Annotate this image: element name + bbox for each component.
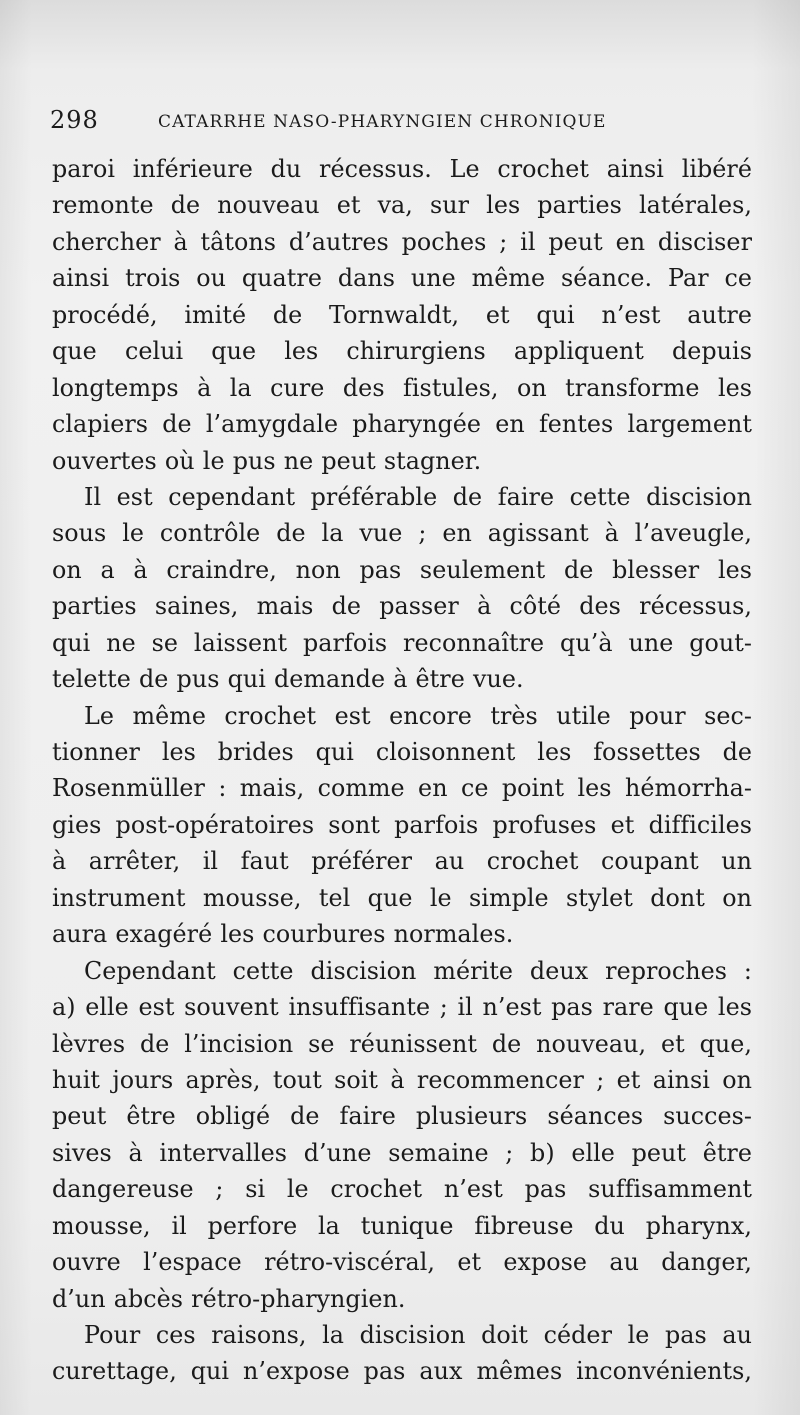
text-line: curettage, qui n’expose pas aux mêmes inconvénients, [52,1357,752,1386]
text-line: Il est cependant préférable de faire cette discision [84,482,752,511]
text-line: Rosenmüller : mais, comme en ce point les hémorrha- [52,774,752,803]
running-head [50,106,752,140]
text-line: sous le contrôle de la vue ; en agissant à l’aveugle, [52,519,752,548]
text-line: a) elle est souvent insuffisante ; il n’est pas rare que les [52,993,752,1022]
text-line: peut être obligé de faire plusieurs séances succes- [52,1102,752,1131]
text-line: qui ne se laissent parfois reconnaître qu’à une gout- [52,628,752,657]
text-line: paroi inférieure du récessus. Le crochet ainsi libéré [52,155,752,183]
text-line: aura exagéré les courbures normales. [52,920,514,949]
text-line: ouvre l’espace rétro-viscéral, et expose au danger, [52,1248,752,1277]
text-line: chercher à tâtons d’autres poches ; il peut en disciser [52,227,752,256]
text-line: on a à craindre, non pas seulement de blesser les [52,555,752,584]
text-line: procédé, imité de Tornwaldt, et qui n’est autre [52,300,752,329]
text-line: lèvres de l’incision se réunissent de nouveau, et que, [52,1029,752,1058]
text-line: clapiers de l’amygdale pharyngée en fentes largement [52,410,752,439]
text-line: Cependant cette discision mérite deux reproches : [84,956,752,985]
text-line: remonte de nouveau et va, sur les parties latérales, [52,191,752,220]
text-line: huit jours après, tout soit à recommencer ; et ainsi on [52,1065,752,1094]
text-line: d’un abcès rétro-pharyngien. [52,1284,406,1313]
body-text [52,151,752,1390]
page-number: 298 [50,106,99,134]
text-line: gies post-opératoires sont parfois profuses et difficiles [52,810,752,839]
text-line: ouvertes où le pus ne peut stagner. [52,446,482,475]
text-line: à arrêter, il faut préférer au crochet coupant un [52,847,752,876]
text-line: longtemps à la cure des fistules, on transforme les [52,373,752,402]
text-line: tionner les brides qui cloisonnent les fossettes de [52,738,752,766]
text-line: instrument mousse, tel que le simple stylet dont on [52,883,752,912]
text-line: dangereuse ; si le crochet n’est pas suffisamment [52,1175,752,1204]
running-title: CATARRHE NASO-PHARYNGIEN CHRONIQUE [158,112,607,132]
text-line: parties saines, mais de passer à côté des récessus, [52,592,752,621]
text-line: telette de pus qui demande à être vue. [52,665,524,694]
text-line: sives à intervalles d’une semaine ; b) elle peut être [52,1138,752,1167]
text-line: mousse, il perfore la tunique fibreuse du pharynx, [52,1211,752,1240]
text-line: ainsi trois ou quatre dans une même séance. Par ce [52,264,752,293]
text-line: Pour ces raisons, la discision doit céder le pas au [84,1321,752,1349]
text-line: que celui que les chirurgiens appliquent depuis [52,337,752,366]
text-line: Le même crochet est encore très utile pour sec- [84,701,752,730]
